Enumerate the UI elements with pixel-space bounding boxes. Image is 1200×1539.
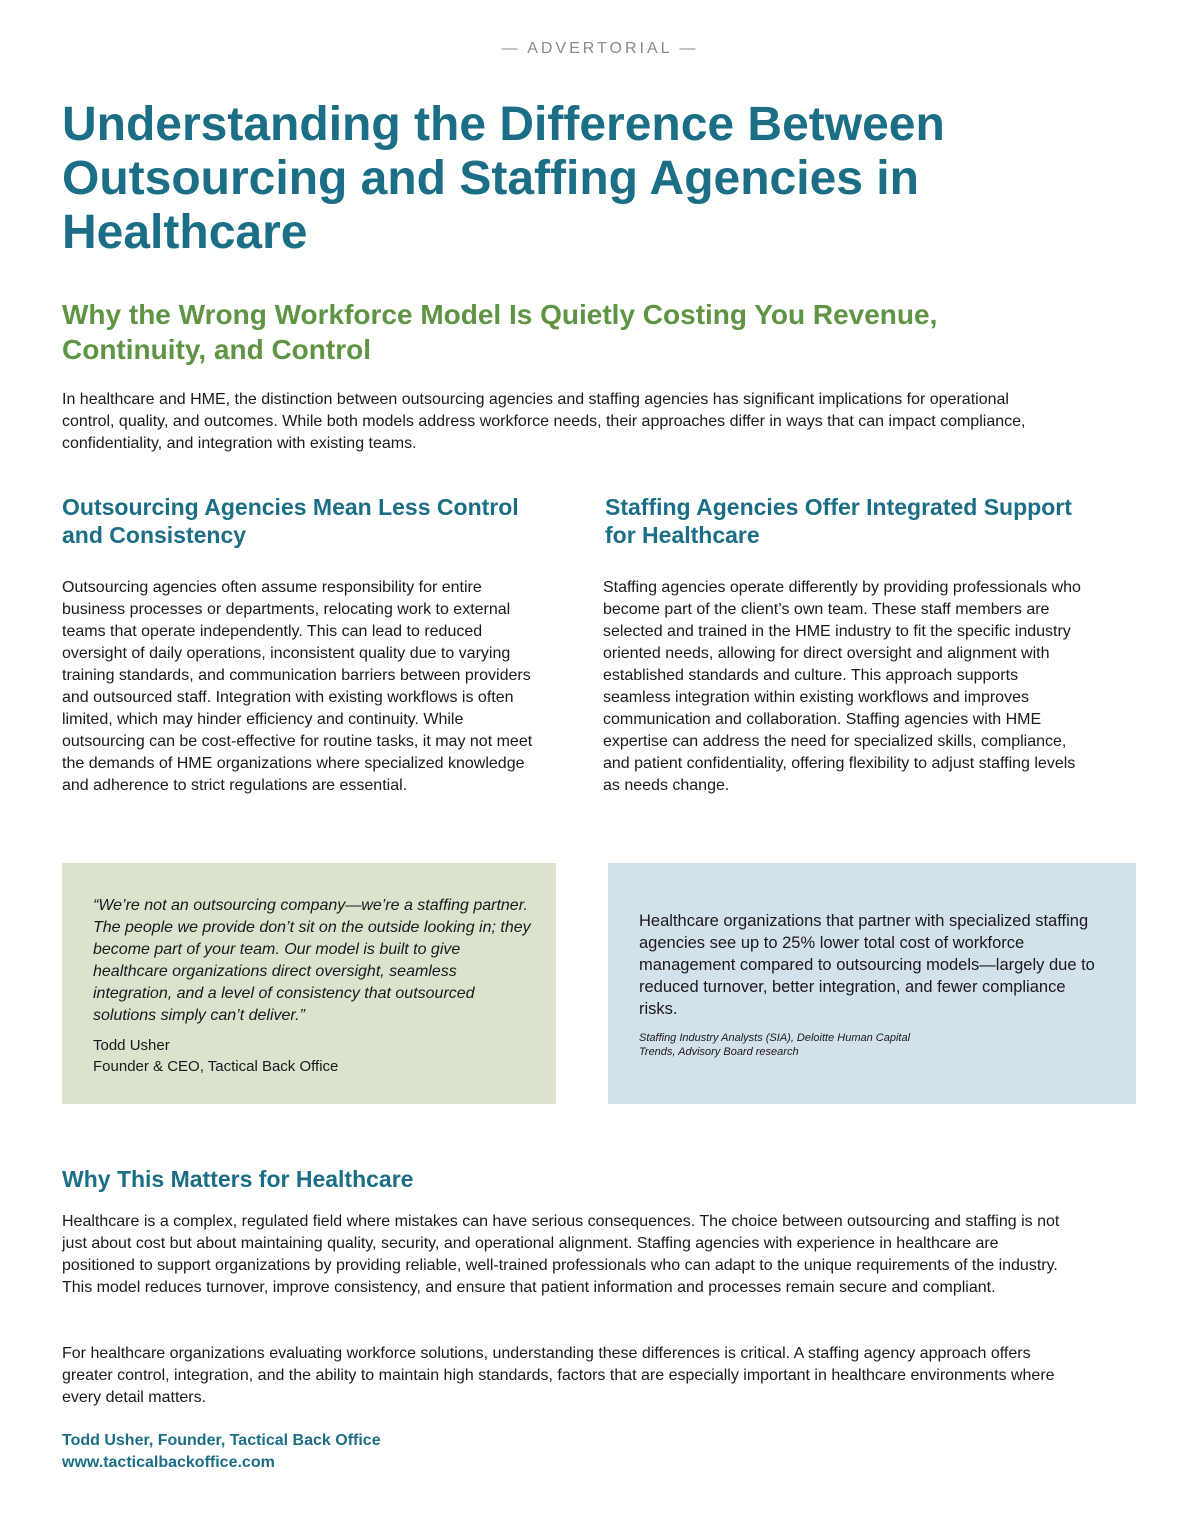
quote-author-name: Todd Usher <box>93 1037 170 1054</box>
quote-author-role: Founder & CEO, Tactical Back Office <box>93 1058 339 1075</box>
advertorial-label: — ADVERTORIAL — <box>501 40 699 57</box>
staffing-heading: Staffing Agencies Offer Integrated Support for Healthcare <box>605 494 1072 548</box>
statistic-source: Staffing Industry Analysts (SIA), Deloitte Human Capital Trends, Advisory Board research <box>639 1032 911 1058</box>
statistic-text: Healthcare organizations that partner with specialized staffing agencies see up to 25% lower total cost of workforce management compared to outsourcing models—largely due to reduced turnover, better integration, and fewer compliance risks. <box>639 912 1095 1018</box>
matters-heading: Why This Matters for Healthcare <box>62 1166 414 1192</box>
page-title: Understanding the Difference Between Outsourcing and Staffing Agencies in Healthcare <box>62 98 945 259</box>
quote-box <box>62 863 556 1104</box>
staffing-body: Staffing agencies operate differently by providing professionals who become part of the client’s own team. These staff members are selected and trained in the HME industry to fit the specific industry oriented needs, allowing for direct oversight and alignment with established standards and culture. This approach supports seamless integration within existing workflows and improves communication and collaboration. Staffing agencies with HME expertise can address the need for specialized skills, compliance, and patient confidentiality, offering flexibility to adjust staffing levels as needs change. <box>603 579 1081 794</box>
matters-paragraph-2: For healthcare organizations evaluating workforce solutions, understanding these differences is critical. A staffing agency approach offers greater control, integration, and the ability to maintain high standards, factors that are especially important in healthcare environments where every detail matters. <box>62 1345 1055 1406</box>
intro-paragraph: In healthcare and HME, the distinction between outsourcing agencies and staffing agencies has significant implications for operational control, quality, and outcomes. While both models address workforce needs, their approaches differ in ways that can impact compliance, confidentiality, and integration with existing teams. <box>62 391 1026 452</box>
outsourcing-body: Outsourcing agencies often assume responsibility for entire business processes or departments, relocating work to external teams that operate independently. This can lead to reduced oversight of daily operations, inconsistent quality due to varying training standards, and communication barriers between providers and outsourced staff. Integration with existing workflows is often limited, which may hinder efficiency and continuity. While outsourcing can be cost-effective for routine tasks, it may not meet the demands of HME organizations where specialized knowledge and adherence to strict regulations are essential. <box>62 579 533 794</box>
staffing-column <box>603 493 1083 797</box>
outsourcing-column <box>62 493 542 797</box>
matters-paragraph-1: Healthcare is a complex, regulated field where mistakes can have serious consequences. The choice between outsourcing and staffing is not just about cost but about maintaining quality, security, and operational alignment. Staffing agencies with experience in healthcare are positioned to support organizations by providing reliable, well-trained professionals who can adapt to the unique requirements of the industry. This model reduces turnover, improve consistency, and ensure that patient information and processes remain secure and compliant. <box>62 1213 1060 1296</box>
outsourcing-heading: Outsourcing Agencies Mean Less Control and Consistency <box>62 494 519 548</box>
statistic-box <box>608 863 1136 1104</box>
website-link[interactable]: www.tacticalbackoffice.com <box>62 1454 275 1471</box>
page-subtitle: Why the Wrong Workforce Model Is Quietly Costing You Revenue, Continuity, and Control <box>62 299 938 365</box>
author-signature: Todd Usher, Founder, Tactical Back Office <box>62 1432 381 1449</box>
quote-text: “We’re not an outsourcing company—we’re a staffing partner. The people we provide don’t sit on the outside looking in; they become part of your team. Our model is built to give healthcare organizations direct oversight, seamless integration, and a level of consistency that outsourced solutions simply can’t deliver.” <box>93 897 531 1024</box>
